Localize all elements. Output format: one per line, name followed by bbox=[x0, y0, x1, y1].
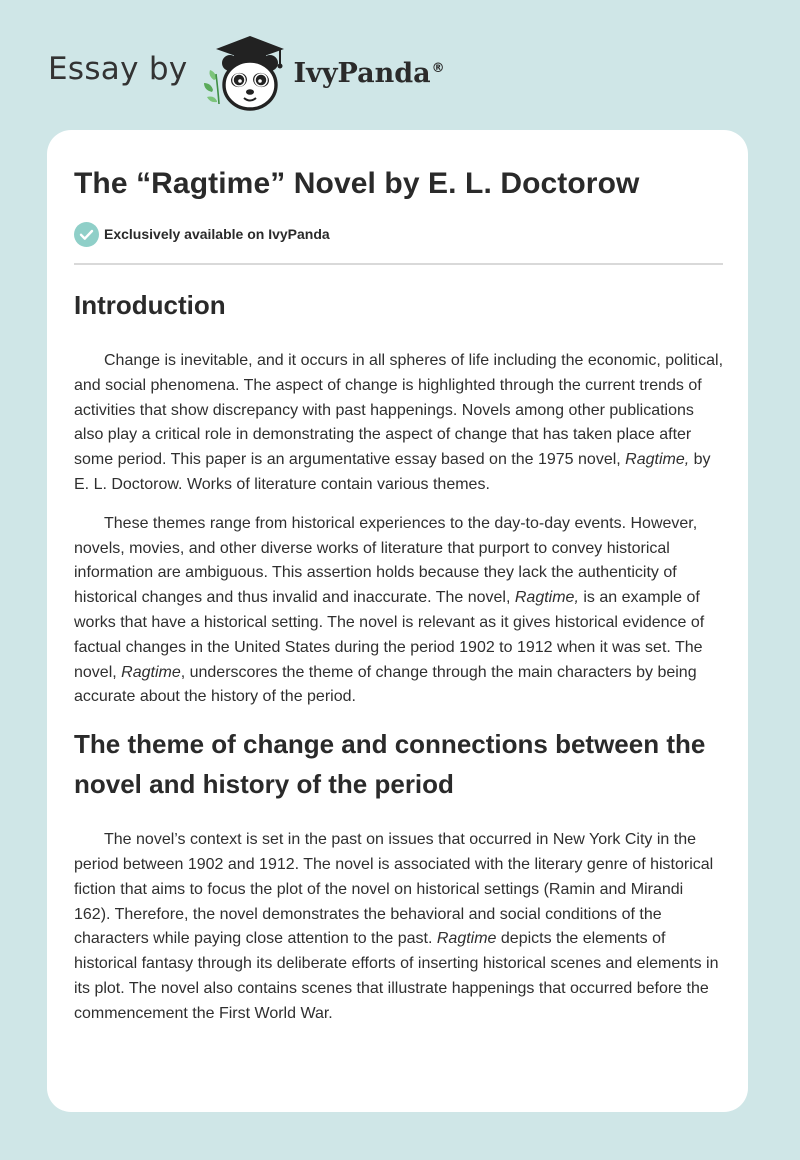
section-heading-introduction: Introduction bbox=[74, 290, 226, 320]
section-heading-theme-of-change: The theme of change and connections between the novel and history of the period bbox=[74, 729, 706, 800]
paragraph: Change is inevitable, and it occurs in all spheres of life including the economic, political, and social phenomena. The aspect of change is highlighted through the current trends of activities that show discrepancy with past happenings. Novels among other publications also play a critical role in demonstrating the aspect of change that has taken place after some period. This paper is an argumentative essay based on the 1975 novel, Ragtime, by E. L. Doctorow. Works of literature contain various themes. bbox=[74, 352, 724, 493]
paragraph: These themes range from historical experiences to the day-to-day events. However, novels, movies, and other diverse works of literature that purport to convey historical information are ambiguous. This assertion holds because they lack the authenticity of historical changes and thus invalid and inaccurate. The novel, Ragtime, is an example of works that have a historical setting. The novel is relevant as it gives historical evidence of factual changes in the United States during the period 1902 to 1912 when it was set. The novel, Ragtime, underscores the theme of change through the main characters by being accurate about the history of the period. bbox=[74, 514, 705, 706]
essay-by-label: Essay by bbox=[48, 51, 188, 87]
site-header bbox=[48, 30, 445, 114]
essay-card bbox=[47, 130, 748, 1112]
check-circle-icon bbox=[74, 222, 99, 247]
brand-name[interactable]: IvyPanda® bbox=[293, 57, 445, 89]
page-title: The “Ragtime” Novel by E. L. Doctorow bbox=[74, 167, 640, 200]
panda-graduate-icon[interactable] bbox=[200, 30, 292, 114]
divider bbox=[74, 263, 723, 265]
paragraph: The novel’s context is set in the past on issues that occurred in New York City in the period between 1902 and 1912. The novel is associated with the literary genre of historical fiction that aims to focus the plot of the novel on historical settings (Ramin and Mirandi 162). Therefore, the novel demonstrates the behavioral and social conditions of the characters while paying close attention to the past. Ragtime depicts the elements of historical fantasy through its deliberate efforts of inserting historical scenes and elements in its plot. The novel also contains scenes that illustrate happenings that occurred before the commencement the First World War. bbox=[74, 831, 719, 1022]
registered-mark: ® bbox=[431, 60, 445, 76]
essay-content bbox=[74, 166, 723, 1027]
exclusive-badge bbox=[74, 221, 723, 247]
badge-text: Exclusively available on IvyPanda bbox=[104, 226, 330, 242]
